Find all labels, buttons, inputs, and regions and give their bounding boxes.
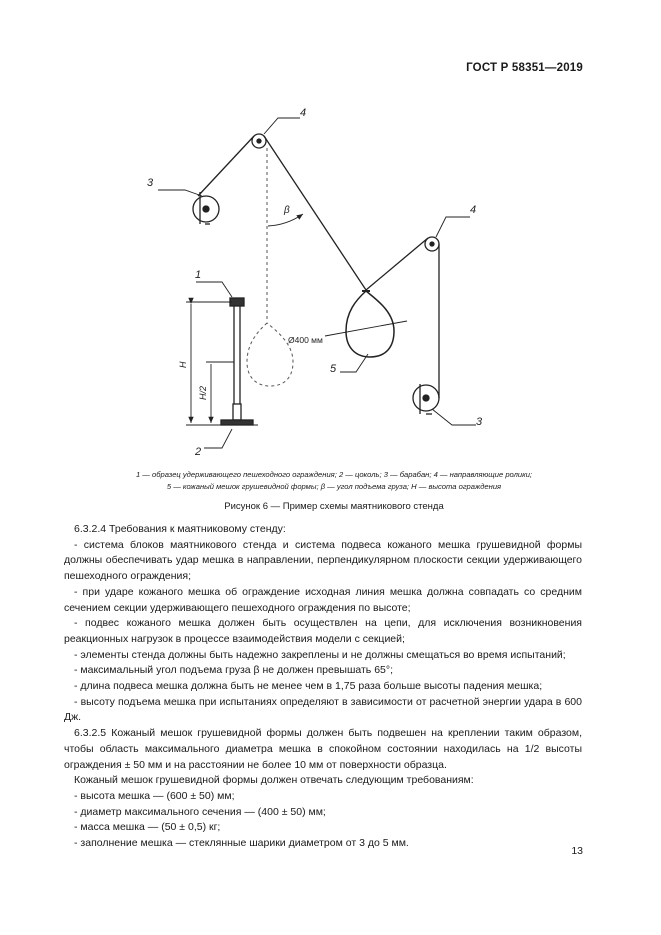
paragraph: Кожаный мешок грушевидной формы должен отвечать следующим требованиям: [74,774,474,787]
label-1: 1 [195,269,202,281]
label-5: 5 [330,363,337,375]
label-2: 2 [195,446,202,458]
document-id: ГОСТ Р 58351—2019 [466,62,583,74]
paragraph: - масса мешка — (50 ± 0,5) кг; [74,821,221,834]
label-h: H [178,361,188,368]
label-3-left: 3 [147,177,154,189]
paragraph: - подвес кожаного мешка должен быть осуществлен на цепи, для исключения возникновения реакционных нагрузок в процессе взаимодействия модели с секцией; [64,617,582,645]
label-h2: H/2 [198,385,208,400]
paragraph: - максимальный угол подъема груза β не должен превышать 65°; [74,664,393,677]
bag-rest-position [247,323,293,386]
figure-legend-line-1: 1 — образец удерживающего пешеходного ограждения; 2 — цоколь; 3 — барабан; 4 — направляющие ролики; [135,470,533,479]
figure-caption: Рисунок 6 — Пример схемы маятникового стенда [224,501,444,512]
paragraph: - высота мешка — (600 ± 50) мм; [74,789,235,802]
body-text [64,522,582,852]
paragraph: 6.3.2.4 Требования к маятниковому стенду: [74,523,286,535]
page-number: 13 [571,845,583,857]
fence-sample [230,298,244,306]
base-plinth [221,420,253,425]
figure-legend-line-2: 5 — кожаный мешок грушевидной формы; β — угол подъема груза; H — высота ограждения [166,482,502,491]
paragraph: - длина подвеса мешка должна быть не менее чем в 1,75 раза больше высоты падения мешка; [74,680,543,693]
paragraph: - при ударе кожаного мешка об ограждение исходная линия мешка должна совпадать со средним сечением секции удерживающего пешеходного ограждения по высоте; [64,585,582,614]
paragraph: - система блоков маятникового стенда и система подвеса кожаного мешка грушевидной формы должны обеспечивать удар мешка в направлении, перпендикулярном плоскости секции удерживающего пешеходного ограждения; [64,538,582,583]
label-beta: β [284,205,290,216]
label-3-right: 3 [476,416,483,428]
paragraph: - высоту подъема мешка при испытаниях определяют в зависимости от расчетной энергии удара в 600 Дж. [64,695,582,724]
pendulum-rope [264,136,366,290]
paragraph: 6.3.2.5 Кожаный мешок грушевидной формы должен быть подвешен на креплении таким образом, чтобы область максимального диаметра мешка в спокойном состоянии находилась на 1/2 высоты ограждения ± 50 мм и на расстоянии не более 10 мм от поверхности образца. [64,727,582,771]
paragraph: - элементы стенда должны быть надежно закреплены и не должны смещаться во время испытаний; [74,648,566,661]
label-diameter: Ø400 мм [288,335,323,345]
leather-bag [346,291,394,357]
paragraph: - диаметр максимального сечения — (400 ± 50) мм; [74,805,326,818]
label-4-top: 4 [300,107,307,119]
label-4-right: 4 [470,204,477,216]
paragraph: - заполнение мешка — стеклянные шарики диаметром от 3 до 5 мм. [74,837,409,850]
